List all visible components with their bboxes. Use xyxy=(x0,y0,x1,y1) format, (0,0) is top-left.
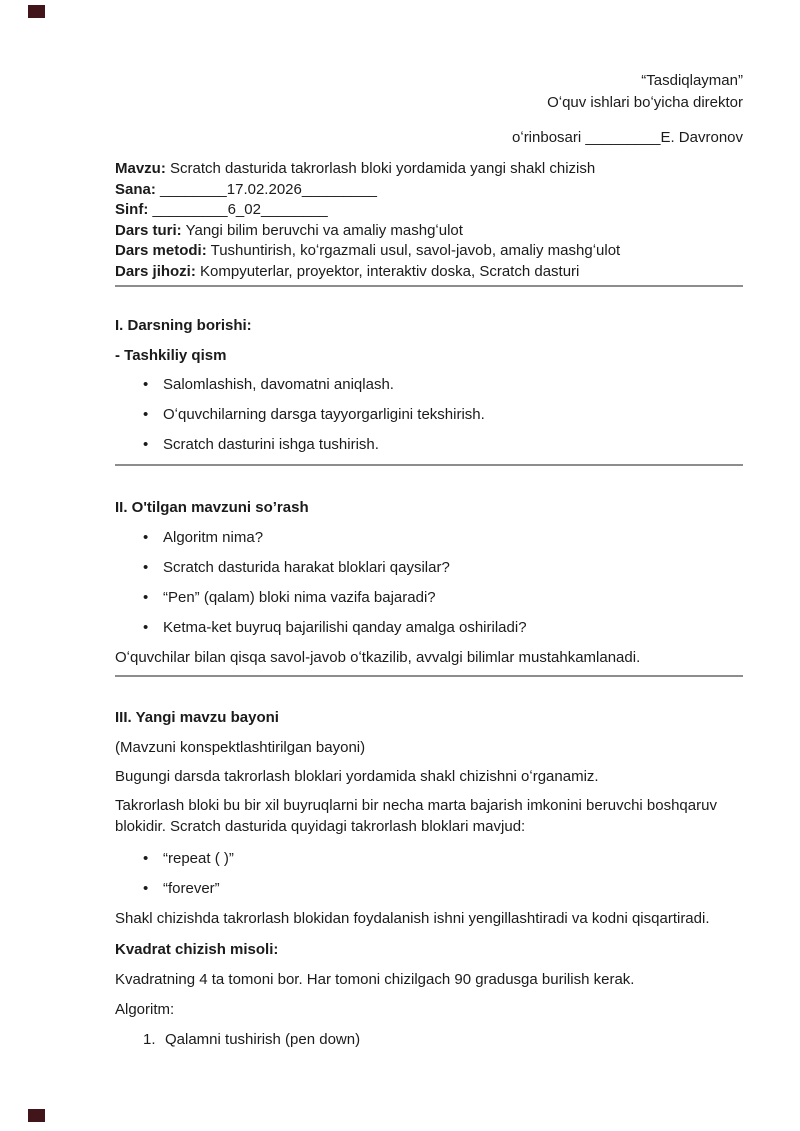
example-heading: Kvadrat chizish misoli: xyxy=(115,941,279,958)
section-2-summary: Oʻquvchilar bilan qisqa savol-javob oʻtkazilib, avvalgi bilimlar mustahkamlanadi. xyxy=(115,649,641,666)
bullet-icon: • xyxy=(143,529,149,546)
meta-sinf-label: Sinf: xyxy=(115,201,149,218)
meta-dars-turi-label: Dars turi: xyxy=(115,221,182,239)
list-item xyxy=(115,848,743,869)
meta-dars-turi xyxy=(115,221,743,242)
list-item xyxy=(115,434,743,455)
list-item-text: Algoritm nima? xyxy=(163,529,264,546)
section-3-paragraph: Kvadratning 4 ta tomoni bor. Har tomoni chizilgach 90 gradusga burilish kerak. xyxy=(115,971,635,988)
section-3-subtitle: (Mavzuni konspektlashtirilgan bayoni) xyxy=(115,739,366,756)
list-item-text: Ketma-ket buyruq bajarilishi qanday amalga oshiriladi? xyxy=(163,619,527,636)
bullet-icon: • xyxy=(143,619,149,636)
meta-dars-metodi xyxy=(115,241,743,262)
meta-dars-turi-value: Yangi bilim beruvchi va amaliy mashgʻulot xyxy=(185,221,463,239)
section-3-bullet-list xyxy=(115,848,743,899)
list-item-text: Oʻquvchilarning darsga tayyorgarligini tekshirish. xyxy=(163,406,485,423)
meta-sana-label: Sana: xyxy=(115,180,156,198)
meta-dars-jihozi xyxy=(115,262,743,283)
corner-mark-top xyxy=(28,5,45,18)
section-1-heading: I. Darsning borishi: xyxy=(115,317,252,334)
approval-title: “Tasdiqlayman” xyxy=(641,72,743,89)
algorithm-numbered-list xyxy=(115,1029,743,1050)
list-item xyxy=(115,557,743,578)
list-item-text: “forever” xyxy=(163,880,220,897)
list-item-text: Scratch dasturida harakat bloklari qaysilar? xyxy=(163,559,450,576)
meta-mavzu xyxy=(115,159,743,180)
section-3-paragraph: Takrorlash bloki bu bir xil buyruqlarni bir necha marta bajarish imkonini beruvchi boshqaruv blokidir. Scratch dasturida quyidagi takrorlash bloklari mavjud: xyxy=(115,797,717,835)
bullet-icon: • xyxy=(143,880,149,897)
section-1-bullet-list xyxy=(115,374,743,455)
list-item xyxy=(115,878,743,899)
algorithm-label: Algoritm: xyxy=(115,1001,175,1018)
list-item xyxy=(115,374,743,395)
bullet-icon: • xyxy=(143,436,149,453)
section-divider xyxy=(115,675,743,677)
meta-sana-value: ________17.02.2026_________ xyxy=(160,180,377,198)
section-divider xyxy=(115,464,743,466)
section-2-bullet-list xyxy=(115,527,743,638)
bullet-icon: • xyxy=(143,559,149,576)
list-item-text: Scratch dasturini ishga tushirish. xyxy=(163,436,379,453)
section-3 xyxy=(115,707,743,1050)
list-item-text: “repeat ( )” xyxy=(163,850,234,867)
corner-mark-bottom xyxy=(28,1109,45,1122)
meta-sinf-value: _________6_02________ xyxy=(152,201,328,218)
section-2 xyxy=(115,497,743,668)
bullet-icon: • xyxy=(143,589,149,606)
list-number: 1. xyxy=(143,1031,156,1048)
bullet-icon: • xyxy=(143,850,149,867)
numbered-list-item xyxy=(115,1029,743,1050)
section-1-subheading: - Tashkiliy qism xyxy=(115,347,227,364)
section-1 xyxy=(115,315,743,455)
meta-dars-metodi-value: Tushuntirish, koʻrgazmali usul, savol-javob, amaliy mashgʻulot xyxy=(210,242,621,259)
list-item-text: “Pen” (qalam) bloki nima vazifa bajaradi? xyxy=(163,589,436,606)
approval-header xyxy=(115,70,743,149)
meta-dars-jihozi-value: Kompyuterlar, proyektor, interaktiv doska, Scratch dasturi xyxy=(200,262,580,280)
section-divider xyxy=(115,285,743,287)
section-3-paragraph: Shakl chizishda takrorlash blokidan foydalanish ishni yengillashtiradi va kodni qisqartiradi. xyxy=(115,910,710,927)
meta-mavzu-label: Mavzu: xyxy=(115,160,166,177)
bullet-icon: • xyxy=(143,406,149,423)
list-item xyxy=(115,587,743,608)
meta-dars-jihozi-label: Dars jihozi: xyxy=(115,262,196,280)
lesson-meta xyxy=(115,159,743,282)
meta-dars-metodi-label: Dars metodi: xyxy=(115,242,207,259)
meta-mavzu-value: Scratch dasturida takrorlash bloki yordamida yangi shakl chizish xyxy=(170,160,596,177)
approval-signature-line: oʻrinbosari _________E. Davronov xyxy=(512,129,743,146)
list-item-text: Salomlashish, davomatni aniqlash. xyxy=(163,376,394,393)
meta-sinf xyxy=(115,200,743,221)
section-2-heading: II. O'tilgan mavzuni so’rash xyxy=(115,499,309,516)
list-item-text: Qalamni tushirish (pen down) xyxy=(165,1031,361,1048)
list-item xyxy=(115,527,743,548)
bullet-icon: • xyxy=(143,376,149,393)
section-3-paragraph: Bugungi darsda takrorlash bloklari yordamida shakl chizishni oʻrganamiz. xyxy=(115,768,599,785)
list-item xyxy=(115,617,743,638)
list-item xyxy=(115,404,743,425)
section-3-heading: III. Yangi mavzu bayoni xyxy=(115,709,279,726)
approval-role: Oʻquv ishlari boʻyicha direktor xyxy=(547,94,743,111)
meta-sana xyxy=(115,180,743,201)
